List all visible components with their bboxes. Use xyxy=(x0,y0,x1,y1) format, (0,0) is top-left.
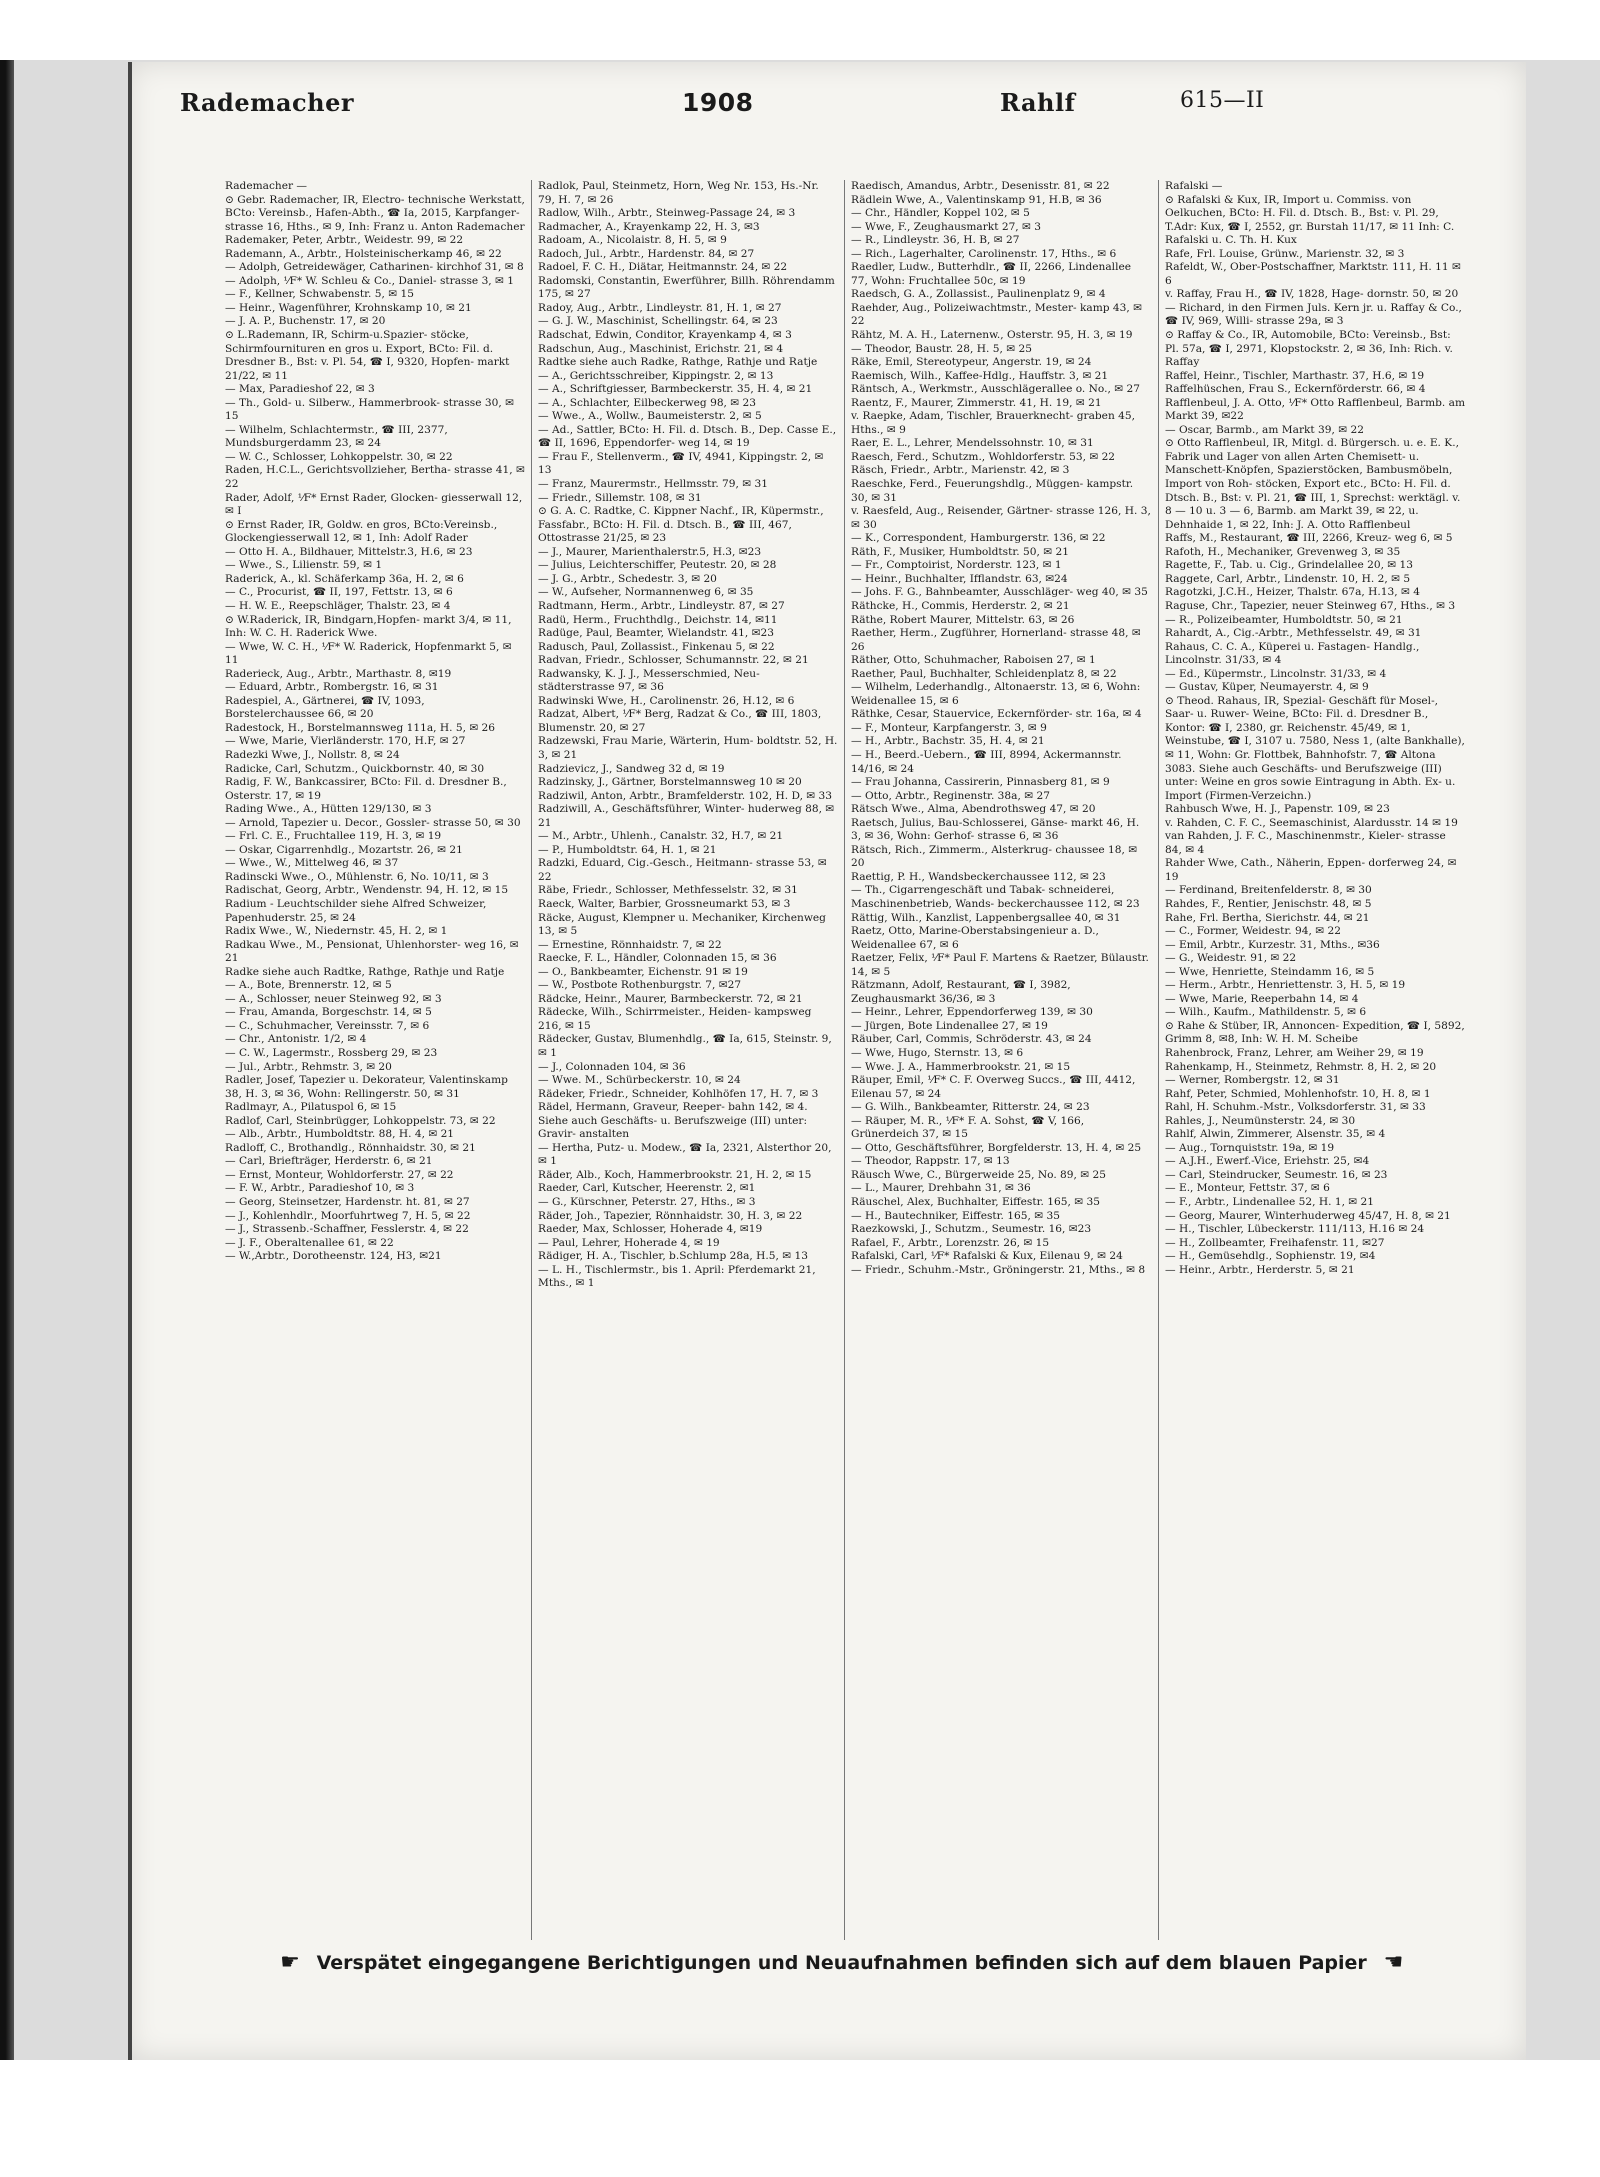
directory-entry: — Frau F., Stellenverm., ☎ IV, 4941, Kippingstr. 2, ✉ 13 xyxy=(538,450,824,477)
directory-entry: Rahe, Frl. Bertha, Sierichstr. 44, ✉ 21 xyxy=(1165,911,1370,924)
directory-entry: — C., Schuhmacher, Vereinsstr. 7, ✉ 6 xyxy=(225,1019,430,1032)
directory-entry: Radzki, Eduard, Cig.-Gesch., Heitmann- strasse 53, ✉ 22 xyxy=(538,857,827,883)
directory-entry: — J. F., Oberaltenallee 61, ✉ 22 xyxy=(225,1236,394,1249)
directory-entry: — C., Former, Weidestr. 94, ✉ 22 xyxy=(1165,925,1341,938)
directory-entry: Rafeldt, W., Ober-Postschaffner, Marktstr. 111, H. 11 ✉ 6 xyxy=(1165,261,1461,287)
directory-entry: — W.,Arbtr., Dorotheenstr. 124, H3, ✉21 xyxy=(225,1250,442,1263)
directory-entry: — Adolph, Getreidewäger, Catharinen- kirchhof 31, ✉ 8 xyxy=(225,261,524,274)
directory-entry: Raffel, Heinr., Tischler, Marthastr. 37, H.6, ✉ 19 xyxy=(1165,369,1425,382)
directory-entry: — Frl. C. E., Fruchtallee 119, H. 3, ✉ 19 xyxy=(225,830,442,843)
directory-entry: Raetz, Otto, Marine-Oberstabsingenieur a. D., Weidenallee 67, ✉ 6 xyxy=(851,925,1099,951)
directory-entry: — Ferdinand, Breitenfelderstr. 8, ✉ 30 xyxy=(1165,884,1372,897)
directory-entry: — P., Humboldtstr. 64, H. 1, ✉ 21 xyxy=(538,843,717,856)
directory-entry: — Ed., Küpermstr., Lincolnstr. 31/33, ✉ 4 xyxy=(1165,667,1387,680)
directory-entry: Rädcke, Heinr., Maurer, Barmbeckerstr. 72, ✉ 21 xyxy=(538,992,803,1005)
directory-entry: Raderieck, Aug., Arbtr., Marthastr. 8, ✉19 xyxy=(225,667,452,680)
directory-entry: — Chr., Händler, Koppel 102, ✉ 5 xyxy=(851,207,1030,220)
directory-entry: Radoam, A., Nicolaistr. 8, H. 5, ✉ 9 xyxy=(538,234,727,247)
column-3 xyxy=(851,180,1151,1940)
directory-entry: — F., Monteur, Karpfangerstr. 3, ✉ 9 xyxy=(851,721,1047,734)
directory-entry: Radzat, Albert, ⅟F* Berg, Radzat & Co., ☎ III, 1803, Blumenstr. 20, ✉ 27 xyxy=(538,708,822,734)
directory-entry: Rähtz, M. A. H., Laternenw., Osterstr. 95, H. 3, ✉ 19 xyxy=(851,329,1133,342)
directory-entry: Radlof, Carl, Steinbrügger, Lohkoppelstr. 73, ✉ 22 xyxy=(225,1114,496,1127)
directory-entry: Rätzmann, Adolf, Restaurant, ☎ I, 3982, Zeughausmarkt 36/36, ✉ 3 xyxy=(851,979,1071,1005)
directory-entry: — W., Aufseher, Normannenweg 6, ✉ 35 xyxy=(538,586,754,599)
directory-entry: Räder, Joh., Tapezier, Rönnhaidstr. 30, H. 3, ✉ 22 xyxy=(538,1209,803,1222)
directory-entry: Radü, Herm., Fruchthdlg., Deichstr. 14, ✉11 xyxy=(538,613,778,626)
directory-entry: Rahardt, A., Cig.-Arbtr., Methfesselstr. 49, ✉ 31 xyxy=(1165,627,1422,640)
directory-entry: Rahenbrock, Franz, Lehrer, am Weiher 29, ✉ 19 xyxy=(1165,1047,1424,1059)
directory-entry: Radestock, H., Borstelmannsweg 111a, H. 5, ✉ 26 xyxy=(225,721,496,734)
directory-entry: — Heinr., Buchhalter, Ifflandstr. 63, ✉24 xyxy=(851,572,1068,585)
directory-entry: Rahaus, C. C. A., Küperei u. Fastagen- Handlg., Lincolnstr. 31/33, ✉ 4 xyxy=(1165,640,1420,667)
directory-entry: — Friedr., Schuhm.-Mstr., Gröningerstr. 21, Mths., ✉ 8 xyxy=(851,1263,1146,1276)
directory-entry: — Otto, Arbtr., Reginenstr. 38a, ✉ 27 xyxy=(851,789,1050,802)
directory-entry: — Heinr., Lehrer, Eppendorferweg 139, ✉ 30 xyxy=(851,1006,1093,1019)
directory-entry: — Ad., Sattler, BCto: H. Fil. d. Dtsch. B., Dep. Casse E., ☎ II, 1696, Eppendorfer- weg 14, ✉ 19 xyxy=(538,423,837,450)
directory-entry: Radischat, Georg, Arbtr., Wendenstr. 94, H. 12, ✉ 15 xyxy=(225,884,509,897)
directory-entry: Radlmayr, A., Pilatuspol 6, ✉ 15 xyxy=(225,1101,397,1114)
directory-entry: Raether, Herm., Zugführer, Hornerland- strasse 48, ✉ 26 xyxy=(851,627,1141,653)
directory-entry: — Paul, Lehrer, Hoherade 4, ✉ 19 xyxy=(538,1236,720,1249)
directory-entry: van Rahden, J. F. C., Maschinenmstr., Kieler- strasse 84, ✉ 4 xyxy=(1165,830,1446,856)
directory-entry: — H., Zollbeamter, Freihafenstr. 11, ✉27 xyxy=(1165,1236,1385,1249)
directory-entry: — Werner, Rombergstr. 12, ✉ 31 xyxy=(1165,1074,1340,1087)
directory-entry: Räcke, August, Klempner u. Mechaniker, Kirchenweg 13, ✉ 5 xyxy=(538,911,826,938)
column-1 xyxy=(225,180,525,1940)
directory-entry: ⊙ G. A. C. Radtke, C. Kippner Nachf., IR, Küpermstr., Fassfabr., BCto: H. Fil. d. Dtsch. B., ☎ III, 467, Ottostrasse 21/25, ✉ 23 xyxy=(538,505,824,545)
directory-entry: Rader, Adolf, ⅟F* Ernst Rader, Glocken- giesserwall 12, ✉ I xyxy=(225,491,523,518)
directory-entry: — O., Bankbeamter, Eichenstr. 91 ✉ 19 xyxy=(538,965,748,978)
directory-entry: Ragette, F., Tab. u. Cig., Grindelallee 20, ✉ 13 xyxy=(1165,559,1414,572)
directory-entry: Radig, F. W., Bankcassirer, BCto: Fil. d. Dresdner B., Osterstr. 17, ✉ 19 xyxy=(225,776,507,802)
directory-entry: — Wilh., Kaufm., Mathildenstr. 5, ✉ 6 xyxy=(1165,1006,1367,1019)
directory-entry: Radium - Leuchtschilder siehe Alfred Schweizer, Papenhuderstr. 25, ✉ 24 xyxy=(225,897,487,924)
directory-entry: Räsch, Friedr., Arbtr., Marienstr. 42, ✉ 3 xyxy=(851,464,1070,477)
directory-entry: — F., Kellner, Schwabenstr. 5, ✉ 15 xyxy=(225,288,414,301)
directory-entry: Radschun, Aug., Maschinist, Erichstr. 21, ✉ 4 xyxy=(538,342,784,355)
directory-entry: Radüge, Paul, Beamter, Wielandstr. 41, ✉23 xyxy=(538,627,774,640)
directory-entry: — J. G., Arbtr., Schedestr. 3, ✉ 20 xyxy=(538,572,717,585)
directory-entry: — Georg, Maurer, Winterhuderweg 45/47, H. 8, ✉ 21 xyxy=(1165,1209,1451,1222)
directory-entry: — Richard, in den Firmen Juls. Kern jr. u. Raffay & Co., ☎ IV, 969, Willi- strasse 29a, ✉ 3 xyxy=(1165,301,1462,328)
directory-entry: — Carl, Briefträger, Herderstr. 6, ✉ 21 xyxy=(225,1155,433,1168)
column-divider xyxy=(1158,180,1159,1940)
directory-entry: — Alb., Arbtr., Humboldtstr. 88, H. 4, ✉ 21 xyxy=(225,1128,455,1141)
directory-entry: — J. A. P., Buchenstr. 17, ✉ 20 xyxy=(225,315,386,328)
directory-entry: Radke siehe auch Radtke, Rathge, Rathje und Ratje xyxy=(225,965,505,978)
directory-entry: Rahles, J., Neumünsterstr. 24, ✉ 30 xyxy=(1165,1114,1356,1127)
directory-entry: — Wwe, W. C. H., ⅟F* W. Raderick, Hopfenmarkt 5, ✉ 11 xyxy=(225,640,512,667)
directory-entry: Raesch, Ferd., Schutzm., Wohldorferstr. 53, ✉ 22 xyxy=(851,450,1116,463)
directory-entry: Radespiel, A., Gärtnerei, ☎ IV, 1093, Borstelerchaussee 66, ✉ 20 xyxy=(225,694,425,721)
directory-entry: — Theodor, Rappstr. 17, ✉ 13 xyxy=(851,1155,1010,1168)
directory-entry: — A., Bote, Brennerstr. 12, ✉ 5 xyxy=(225,979,392,992)
directory-entry: Rätsch Wwe., Alma, Abendrothsweg 47, ✉ 20 xyxy=(851,803,1096,816)
directory-entry: — G. J. W., Maschinist, Schellingstr. 64, ✉ 23 xyxy=(538,315,778,328)
directory-entry: — J., Maurer, Marienthalerstr.5, H.3, ✉23 xyxy=(538,545,762,558)
directory-entry: — A., Schlachter, Eilbeckerweg 98, ✉ 23 xyxy=(538,396,757,409)
directory-entry: — G. Wilh., Bankbeamter, Ritterstr. 24, ✉ 23 xyxy=(851,1101,1090,1114)
directory-entry: — Johs. F. G., Bahnbeamter, Ausschläger- weg 40, ✉ 35 xyxy=(851,586,1148,599)
directory-entry: — Wwe. J. A., Hammerbrookstr. 21, ✉ 15 xyxy=(851,1060,1071,1073)
directory-entry: v. Raesfeld, Aug., Reisender, Gärtner- strasse 126, H. 3, ✉ 30 xyxy=(851,505,1151,531)
directory-entry: Rahenkamp, H., Steinmetz, Rehmstr. 8, H. 2, ✉ 20 xyxy=(1165,1060,1437,1073)
directory-entry: — K., Correspondent, Hamburgerstr. 136, ✉ 22 xyxy=(851,532,1106,545)
directory-entry: Räuber, Carl, Commis, Schröderstr. 43, ✉ 24 xyxy=(851,1033,1092,1046)
directory-entry: Radler, Josef, Tapezier u. Dekorateur, Valentinskamp 38, H. 3, ✉ 36, Wohn: Rellingerstr. 50, ✉ 31 xyxy=(225,1074,508,1100)
directory-entry: Räther, Otto, Schuhmacher, Raboisen 27, ✉ 1 xyxy=(851,654,1096,667)
directory-entry: — Arnold, Tapezier u. Decor., Gossler- strasse 50, ✉ 30 xyxy=(225,816,521,829)
directory-entry: Räuschel, Alex, Buchhalter, Eiffestr. 165, ✉ 35 xyxy=(851,1196,1100,1209)
column-divider xyxy=(844,180,845,1940)
directory-entry: Radwinski Wwe, H., Carolinenstr. 26, H.12, ✉ 6 xyxy=(538,694,795,707)
directory-entry: Räthke, Cesar, Stauervice, Eckernförder- str. 16a, ✉ 4 xyxy=(851,708,1142,721)
directory-entry: — Eduard, Arbtr., Rombergstr. 16, ✉ 31 xyxy=(225,681,439,694)
directory-entry: Rading Wwe., A., Hütten 129/130, ✉ 3 xyxy=(225,803,432,816)
directory-entry: — Georg, Steinsetzer, Hardenstr. ht. 81, ✉ 27 xyxy=(225,1196,470,1209)
directory-entry: Ragotzki, J.C.H., Heizer, Thalstr. 67a, H.13, ✉ 4 xyxy=(1165,586,1420,599)
directory-entry: Raettig, P. H., Wandsbeckerchaussee 112, ✉ 23 xyxy=(851,870,1106,883)
directory-entry: — H., Gemüsehdlg., Sophienstr. 19, ✉4 xyxy=(1165,1250,1376,1263)
directory-entry: — H. W. E., Reepschläger, Thalstr. 23, ✉ 4 xyxy=(225,599,451,612)
directory-entry: — Ernst, Monteur, Wohldorferstr. 27, ✉ 22 xyxy=(225,1168,454,1181)
directory-entry: — Wwe. M., Schürbeckerstr. 10, ✉ 24 xyxy=(538,1074,741,1087)
directory-entry: Rafoth, H., Mechaniker, Grevenweg 3, ✉ 35 xyxy=(1165,545,1401,558)
directory-entry: Raehder, Aug., Polizeiwachtmstr., Mester- kamp 43, ✉ 22 xyxy=(851,301,1143,328)
directory-entry: — Chr., Antonistr. 1/2, ✉ 4 xyxy=(225,1033,367,1046)
directory-entry: Raetsch, Julius, Bau-Schlosserei, Gänse- markt 46, H. 3, ✉ 36, Wohn: Gerhof- strasse 6, ✉ 36 xyxy=(851,816,1140,843)
directory-entry: — C., Procurist, ☎ II, 197, Fettstr. 13, ✉ 6 xyxy=(225,586,453,599)
directory-entry: — Wwe, Marie, Vierländerstr. 170, H.F, ✉ 27 xyxy=(225,735,466,748)
directory-entry: — Jürgen, Bote Lindenallee 27, ✉ 19 xyxy=(851,1019,1048,1032)
directory-entry: Rademacher — xyxy=(225,180,307,192)
directory-entry: Rahder Wwe, Cath., Näherin, Eppen- dorferweg 24, ✉ 19 xyxy=(1165,857,1457,883)
directory-entry: Radloff, C., Brothandlg., Rönnhaidstr. 30, ✉ 21 xyxy=(225,1141,476,1154)
directory-entry: — Otto H. A., Bildhauer, Mittelstr.3, H.6, ✉ 23 xyxy=(225,545,473,558)
directory-entry: Radzievicz, J., Sandweg 32 d, ✉ 19 xyxy=(538,762,725,775)
directory-entry: — Rich., Lagerhalter, Carolinenstr. 17, Hths., ✉ 6 xyxy=(851,247,1117,260)
directory-entry: Raetzer, Felix, ⅟F* Paul F. Martens & Raetzer, Bülaustr. 14, ✉ 5 xyxy=(851,952,1149,978)
directory-entry: — F., Arbtr., Lindenallee 52, H. 1, ✉ 21 xyxy=(1165,1196,1375,1209)
directory-entry: Räthcke, H., Commis, Herderstr. 2, ✉ 21 xyxy=(851,599,1070,612)
directory-entry: Radlok, Paul, Steinmetz, Horn, Weg Nr. 153, Hs.-Nr. 79, H. 7, ✉ 26 xyxy=(538,180,819,206)
directory-entry: Raeder, Carl, Kutscher, Heerenstr. 2, ✉1 xyxy=(538,1182,756,1195)
directory-entry: Rahbusch Wwe, H. J., Papenstr. 109, ✉ 23 xyxy=(1165,803,1390,816)
directory-entry: Rafe, Frl. Louise, Grünw., Marienstr. 32, ✉ 3 xyxy=(1165,247,1405,260)
directory-entry: — Max, Paradieshof 22, ✉ 3 xyxy=(225,383,375,396)
directory-entry: — A., Gerichtsschreiber, Kippingstr. 2, ✉ 13 xyxy=(538,369,774,382)
directory-entry: ⊙ Gebr. Rademacher, IR, Electro- technische Werkstatt, BCto: Vereinsb., Hafen-Abth., ☎ Ia, 2015, Karpfanger- strasse 16, Hths., ✉ 9, Inh: Franz u. Anton Rademacher xyxy=(225,193,525,233)
directory-entry: Raedisch, Amandus, Arbtr., Desenisstr. 81, ✉ 22 xyxy=(851,180,1110,192)
directory-entry: — Wwe., A., Wollw., Baumeisterstr. 2, ✉ 5 xyxy=(538,410,762,423)
directory-entry: — Theodor, Baustr. 28, H. 5, ✉ 25 xyxy=(851,342,1032,355)
column-4 xyxy=(1165,180,1465,1940)
directory-entry: Raden, H.C.L., Gerichtsvollzieher, Bertha- strasse 41, ✉ 22 xyxy=(225,464,525,491)
directory-entry: Radwansky, K. J. J., Messerschmied, Neu- städterstrasse 97, ✉ 36 xyxy=(538,667,760,694)
directory-entry: Radoel, F. C. H., Diätar, Heitmannstr. 24, ✉ 22 xyxy=(538,261,788,274)
directory-entry: — J., Kohlenhdlr., Moorfuhrtweg 7, H. 5, ✉ 22 xyxy=(225,1209,471,1222)
directory-entry: Raguse, Chr., Tapezier, neuer Steinweg 67, Hths., ✉ 3 xyxy=(1165,599,1456,612)
directory-entry: Radtmann, Herm., Arbtr., Lindleystr. 87, ✉ 27 xyxy=(538,599,785,612)
directory-entry: — A.J.H., Ewerf.-Vice, Eriehstr. 25, ✉4 xyxy=(1165,1155,1370,1168)
directory-entry: — L. H., Tischlermstr., bis 1. April: Pferdemarkt 21, Mths., ✉ 1 xyxy=(538,1263,816,1290)
directory-entry: Raether, Paul, Buchhalter, Schleidenplatz 8, ✉ 22 xyxy=(851,667,1117,680)
directory-entry: Radvan, Friedr., Schlosser, Schumannstr. 22, ✉ 21 xyxy=(538,654,809,667)
directory-entry: — Wilhelm, Schlachtermstr., ☎ III, 2377, Mundsburgerdamm 23, ✉ 24 xyxy=(225,423,448,450)
column-2 xyxy=(538,180,838,1940)
directory-entry: — W., Postbote Rothenburgstr. 7, ✉27 xyxy=(538,979,742,992)
directory-entry: — Fr., Comptoirist, Norderstr. 123, ✉ 1 xyxy=(851,559,1062,572)
directory-entry: ⊙ L.Rademann, IR, Schirm-u.Spazier- stöcke, Schirmfournituren en gros u. Export, BCto: Fil. d. Dresdner B., Bst: v. Pl. 54, ☎ I, 9320, Hopfen- markt 21/22, ✉ 11 xyxy=(225,329,510,382)
directory-entry: Raeder, Max, Schlosser, Hoherade 4, ✉19 xyxy=(538,1223,763,1236)
directory-entry: — G., Weidestr. 91, ✉ 22 xyxy=(1165,952,1297,965)
directory-entry: Räuper, Emil, ⅟F* C. F. Overweg Succs., ☎ III, 4412, Eilenau 57, ✉ 24 xyxy=(851,1074,1136,1100)
directory-entry: Rafael, F., Arbtr., Lorenzstr. 26, ✉ 15 xyxy=(851,1236,1050,1249)
column-divider xyxy=(531,180,532,1940)
directory-entry: Rademaker, Peter, Arbtr., Weidestr. 99, ✉ 22 xyxy=(225,234,464,247)
directory-entry: Rademann, A., Arbtr., Holsteinischerkamp 46, ✉ 22 xyxy=(225,247,502,260)
directory-entry: ⊙ Otto Rafflenbeul, IR, Mitgl. d. Bürgersch. u. e. E. K., Fabrik und Lager von allen Arten Chemisett- u. Manschett-Knöpfen, Spazierstöcken, Bambusmöbeln, Import von Roh- stöcken, Export etc., BCto: H. Fil. d. Dtsch. B., Bst: v. Pl. 21, ☎ III, 1, Sprechst: werktägl. v. 8 — 10 u. 3 — 6, Barmb. am Markt 39, ✉ 22, u. Dehnhaide 1, ✉ 22, Inh: J. A. Otto Rafflenbeul xyxy=(1165,437,1461,531)
directory-entry: Rädecke, Wilh., Schirrmeister., Heiden- kampsweg 216, ✉ 15 xyxy=(538,1006,812,1032)
directory-entry: — J., Colonnaden 104, ✉ 36 xyxy=(538,1060,686,1073)
directory-entry: Radix Wwe., W., Niedernstr. 45, H. 2, ✉ 1 xyxy=(225,925,448,938)
pointing-hand-left-icon: ☚ xyxy=(1383,1950,1404,1975)
directory-entry: Rahdes, F., Rentier, Jenischstr. 48, ✉ 5 xyxy=(1165,897,1372,910)
directory-entry: Radinscki Wwe., O., Mühlenstr. 6, No. 10/11, ✉ 3 xyxy=(225,870,489,883)
directory-entry: Rahf, Peter, Schmied, Mohlenhofstr. 10, H. 8, ✉ 1 xyxy=(1165,1087,1431,1100)
directory-entry: — M., Arbtr., Uhlenh., Canalstr. 32, H.7, ✉ 21 xyxy=(538,830,784,843)
directory-entry: v. Raepke, Adam, Tischler, Brauerknecht- graben 45, Hths., ✉ 9 xyxy=(851,410,1135,436)
directory-entry: — W. C., Schlosser, Lohkoppelstr. 30, ✉ 22 xyxy=(225,450,453,463)
directory-entry: Rädiger, H. A., Tischler, b.Schlump 28a, H.5, ✉ 13 xyxy=(538,1250,808,1263)
directory-entry: Rahl, H. Schuhm.-Mstr., Volksdorferstr. 31, ✉ 33 xyxy=(1165,1101,1426,1114)
directory-entry: Radzewski, Frau Marie, Wärterin, Hum- boldtstr. 52, H. 3, ✉ 21 xyxy=(538,735,838,761)
directory-entry: — R., Polizeibeamter, Humboldtstr. 50, ✉ 21 xyxy=(1165,613,1403,626)
directory-entry: — Th., Cigarrengeschäft und Tabak- schneiderei, Maschinenbetrieb, Wands- beckerchaussee 112, ✉ 23 xyxy=(851,884,1140,910)
directory-entry: ⊙ Theod. Rahaus, IR, Spezial- Geschäft für Mosel-, Saar- u. Ruwer- Weine, BCto: Fil. d. Dresdner B., Kontor: ☎ I, 2380, gr. Reichenstr. 45/49, ✉ 1, Weinstube, ☎ I, 3107 u. 7580, Ness 1, (alte Bankhalle), ✉ 11, Wohn: Gr. Flottbek, Bahnhofstr. 7, ☎ Altona 3083. Siehe auch Geschäfts- und Berufszweige (III) unter: Weine en gros sowie Eintragung in Abth. Ex- u. Import (Firmen-Verzeichn.) xyxy=(1165,694,1465,802)
directory-columns xyxy=(225,180,1485,1940)
directory-entry: — Frau, Amanda, Borgeschstr. 14, ✉ 5 xyxy=(225,1006,432,1019)
directory-entry: Räusch Wwe, C., Bürgerweide 25, No. 89, ✉ 25 xyxy=(851,1168,1106,1181)
directory-entry: Radschat, Edwin, Conditor, Krayenkamp 4, ✉ 3 xyxy=(538,329,792,342)
directory-entry: Radicke, Carl, Schutzm., Quickbornstr. 40, ✉ 30 xyxy=(225,762,485,775)
directory-entry: Radziwill, A., Geschäftsführer, Winter- huderweg 88, ✉ 21 xyxy=(538,803,835,829)
directory-entry: Räder, Alb., Koch, Hammerbrookstr. 21, H. 2, ✉ 15 xyxy=(538,1168,812,1181)
directory-entry: — Hertha, Putz- u. Modew., ☎ Ia, 2321, Alsterthor 20, ✉ 1 xyxy=(538,1141,832,1168)
directory-entry: Raedler, Ludw., Butterhdlr., ☎ II, 2266, Lindenallee 77, Wohn: Fruchtallee 50c, ✉ 19 xyxy=(851,261,1131,287)
directory-entry: — Otto, Geschäftsführer, Borgfelderstr. 13, H. 4, ✉ 25 xyxy=(851,1141,1142,1154)
directory-entry: Raeck, Walter, Barbier, Grossneumarkt 53, ✉ 3 xyxy=(538,897,791,910)
directory-entry: Radmacher, A., Krayenkamp 22, H. 3, ✉3 xyxy=(538,220,760,233)
directory-entry: — R., Lindleystr. 36, H. B, ✉ 27 xyxy=(851,234,1020,247)
directory-entry: — Wilhelm, Lederhandlg., Altonaerstr. 13, ✉ 6, Wohn: Weidenallee 15, ✉ 6 xyxy=(851,681,1141,707)
pointing-hand-right-icon: ☛ xyxy=(280,1950,300,1975)
directory-entry: — Aug., Tornquiststr. 19a, ✉ 19 xyxy=(1165,1141,1335,1154)
directory-entry: — Friedr., Sillemstr. 108, ✉ 31 xyxy=(538,491,702,504)
footer-text: Verspätet eingegangene Berichtigungen und Neuaufnahmen befinden sich auf dem blauen Papier xyxy=(316,1952,1367,1974)
directory-entry: — Jul., Arbtr., Rehmstr. 3, ✉ 20 xyxy=(225,1060,392,1073)
directory-entry: — Wwe, Hugo, Sternstr. 13, ✉ 6 xyxy=(851,1047,1024,1059)
directory-entry: Räke, Emil, Stereotypeur, Angerstr. 19, ✉ 24 xyxy=(851,356,1092,369)
header-page-number: 615—II xyxy=(1180,88,1265,113)
page-left-rule xyxy=(128,62,132,2060)
directory-entry: — C. W., Lagermstr., Rossberg 29, ✉ 23 xyxy=(225,1047,438,1059)
directory-entry: Räth, F., Musiker, Humboldtstr. 50, ✉ 21 xyxy=(851,545,1069,558)
directory-entry: — Heinr., Arbtr., Herderstr. 5, ✉ 21 xyxy=(1165,1263,1355,1276)
directory-entry: ⊙ W.Raderick, IR, Bindgarn,Hopfen- markt 3/4, ✉ 11, Inh: W. C. H. Raderick Wwe. xyxy=(225,613,512,640)
directory-entry: — Wwe, Marie, Reeperbahn 14, ✉ 4 xyxy=(1165,992,1359,1005)
directory-entry: Räntsch, A., Werkmstr., Ausschlägerallee o. No., ✉ 27 xyxy=(851,383,1140,396)
directory-entry: — Frau Johanna, Cassirerin, Pinnasberg 81, ✉ 9 xyxy=(851,776,1110,789)
directory-entry: Rädel, Hermann, Graveur, Reeper- bahn 142, ✉ 4. Siehe auch Geschäfts- u. Berufszweige (III) unter: Gravir- anstalten xyxy=(538,1101,808,1141)
directory-entry: — Franz, Maurermstr., Hellmsstr. 79, ✉ 31 xyxy=(538,478,768,491)
directory-entry: Räthe, Robert Maurer, Mittelstr. 63, ✉ 26 xyxy=(851,613,1075,626)
directory-entry: — Gustav, Küper, Neumayerstr. 4, ✉ 9 xyxy=(1165,681,1369,694)
directory-entry: — A., Schlosser, neuer Steinweg 92, ✉ 3 xyxy=(225,992,442,1005)
directory-entry: Raffelhüschen, Frau S., Eckernförderstr. 66, ✉ 4 xyxy=(1165,383,1426,396)
directory-entry: Rädeker, Friedr., Schneider, Kohlhöfen 17, H. 7, ✉ 3 xyxy=(538,1087,819,1100)
directory-entry: Radusch, Paul, Zollassist., Finkenau 5, ✉ 22 xyxy=(538,640,775,653)
directory-entry: — Ernestine, Rönnhaidstr. 7, ✉ 22 xyxy=(538,938,722,951)
header-first-name: Rademacher xyxy=(180,88,355,117)
directory-entry: — Th., Gold- u. Silberw., Hammerbrook- strasse 30, ✉ 15 xyxy=(225,396,514,423)
directory-entry: Raffs, M., Restaurant, ☎ III, 2266, Kreuz- weg 6, ✉ 5 xyxy=(1165,532,1453,545)
directory-entry: — Carl, Steindrucker, Seumestr. 16, ✉ 23 xyxy=(1165,1168,1388,1181)
directory-entry: ⊙ Ernst Rader, IR, Goldw. en gros, BCto:Vereinsb., Glockengiesserwall 12, ✉ 1, Inh: Adolf Rader xyxy=(225,518,498,545)
directory-entry: — Wwe, Henriette, Steindamm 16, ✉ 5 xyxy=(1165,965,1375,978)
directory-entry: — Heinr., Wagenführer, Krohnskamp 10, ✉ 21 xyxy=(225,301,472,314)
directory-entry: — H., Beerd.-Uebern., ☎ III, 8994, Ackermannstr. 14/16, ✉ 24 xyxy=(851,748,1122,775)
directory-entry: Raecke, F. L., Händler, Colonnaden 15, ✉ 36 xyxy=(538,952,777,965)
directory-entry: Radezki Wwe, J., Nollstr. 8, ✉ 24 xyxy=(225,748,400,761)
directory-entry: Raentz, F., Maurer, Zimmerstr. 41, H. 19, ✉ 21 xyxy=(851,396,1102,409)
directory-entry: Radkau Wwe., M., Pensionat, Uhlenhorster- weg 16, ✉ 21 xyxy=(225,938,519,965)
directory-entry: — A., Schriftgiesser, Barmbeckerstr. 35, H. 4, ✉ 21 xyxy=(538,383,813,396)
directory-entry: ⊙ Rahe & Stüber, IR, Annoncen- Expedition, ☎ I, 5892, Grimm 8, ✉8, Inh: W. H. M. Scheibe xyxy=(1165,1019,1465,1046)
directory-entry: Raderick, A., kl. Schäferkamp 36a, H. 2, ✉ 6 xyxy=(225,572,464,585)
directory-entry: — Wwe., W., Mittelweg 46, ✉ 37 xyxy=(225,857,399,870)
directory-entry: — H., Tischler, Lübeckerstr. 111/113, H.16 ✉ 24 xyxy=(1165,1223,1425,1236)
directory-entry: Radziwil, Anton, Arbtr., Bramfelderstr. 102, H. D, ✉ 33 xyxy=(538,789,833,802)
scan-left-edge xyxy=(0,60,14,2060)
directory-entry: Rättig, Wilh., Kanzlist, Lappenbergsallee 40, ✉ 31 xyxy=(851,911,1121,924)
directory-entry: — Oskar, Cigarrenhdlg., Mozartstr. 26, ✉ 21 xyxy=(225,843,463,856)
directory-entry: Rädecker, Gustav, Blumenhdlg., ☎ Ia, 615, Steinstr. 9, ✉ 1 xyxy=(538,1033,832,1059)
directory-entry: — E., Monteur, Fettstr. 37, ✉ 6 xyxy=(1165,1182,1330,1195)
directory-entry: Raggete, Carl, Arbtr., Lindenstr. 10, H. 2, ✉ 5 xyxy=(1165,572,1411,585)
directory-entry: Räbe, Friedr., Schlosser, Methfesselstr. 32, ✉ 31 xyxy=(538,884,798,897)
directory-entry: Rafalski, Carl, ⅟F* Rafalski & Kux, Eilenau 9, ✉ 24 xyxy=(851,1250,1123,1263)
directory-entry: — Oscar, Barmb., am Markt 39, ✉ 22 xyxy=(1165,423,1364,436)
directory-entry: — Herm., Arbtr., Henriettenstr. 3, H. 5, ✉ 19 xyxy=(1165,979,1406,992)
directory-entry: — G., Kürschner, Peterstr. 27, Hths., ✉ 3 xyxy=(538,1196,756,1209)
directory-entry: Rafalski — xyxy=(1165,180,1223,192)
directory-entry: — H., Arbtr., Bachstr. 35, H. 4, ✉ 21 xyxy=(851,735,1045,748)
footer-notice xyxy=(270,1950,1470,1980)
directory-entry: Rädlein Wwe, A., Valentinskamp 91, H.B, ✉ 36 xyxy=(851,193,1102,206)
header-year: 1908 xyxy=(682,88,754,117)
directory-entry: Rafflenbeul, J. A. Otto, ⅟F* Otto Rafflenbeul, Barmb. am Markt 39, ✉22 xyxy=(1165,396,1465,423)
directory-entry: — L., Maurer, Drehbahn 31, ✉ 36 xyxy=(851,1182,1031,1195)
directory-entry: — Emil, Arbtr., Kurzestr. 31, Mths., ✉36 xyxy=(1165,938,1380,951)
directory-entry: — Julius, Leichterschiffer, Peutestr. 20, ✉ 28 xyxy=(538,559,777,572)
directory-entry: — Räuper, M. R., ⅟F* F. A. Sohst, ☎ V, 166, Grünerdeich 37, ✉ 15 xyxy=(851,1114,1085,1141)
directory-entry: — Wwe, F., Zeughausmarkt 27, ✉ 3 xyxy=(851,220,1042,233)
directory-entry: Radtke siehe auch Radke, Rathge, Rathje und Ratje xyxy=(538,356,818,369)
directory-entry: Radoch, Jul., Arbtr., Hardenstr. 84, ✉ 27 xyxy=(538,247,755,260)
directory-entry: — Adolph, ⅟F* W. Schleu & Co., Daniel- strasse 3, ✉ 1 xyxy=(225,274,515,287)
directory-entry: v. Rahden, C. F. C., Seemaschinist, Alardusstr. 14 ✉ 19 xyxy=(1165,816,1458,829)
directory-entry: Raemisch, Wilh., Kaffee-Hdlg., Hauffstr. 3, ✉ 21 xyxy=(851,369,1109,382)
directory-entry: Rahlf, Alwin, Zimmerer, Alsenstr. 35, ✉ 4 xyxy=(1165,1128,1386,1141)
directory-entry: Raezkowski, J., Schutzm., Seumestr. 16, ✉23 xyxy=(851,1223,1092,1236)
header-last-name: Rahlf xyxy=(1000,88,1076,117)
directory-entry: Raer, E. L., Lehrer, Mendelssohnstr. 10, ✉ 31 xyxy=(851,437,1094,450)
directory-entry: Radomski, Constantin, Ewerführer, Billh. Röhrendamm 175, ✉ 27 xyxy=(538,274,835,301)
directory-entry: ⊙ Rafalski & Kux, IR, Import u. Commiss. von Oelkuchen, BCto: H. Fil. d. Dtsch. B., Bst: v. Pl. 29, T.Adr: Kux, ☎ I, 2552, gr. Burstah 11/17, ✉ 11 Inh: C. Rafalski u. C. Th. H. Kux xyxy=(1165,193,1455,247)
directory-entry: — J., Strassenb.-Schaffner, Fesslerstr. 4, ✉ 22 xyxy=(225,1223,469,1236)
directory-entry: — F. W., Arbtr., Paradieshof 10, ✉ 3 xyxy=(225,1182,415,1195)
directory-entry: — H., Bautechniker, Eiffestr. 165, ✉ 35 xyxy=(851,1209,1060,1222)
directory-entry: — Wwe., S., Lilienstr. 59, ✉ 1 xyxy=(225,559,383,572)
directory-entry: ⊙ Raffay & Co., IR, Automobile, BCto: Vereinsb., Bst: Pl. 57a, ☎ I, 2971, Klopstockstr. 2, ✉ 36, Inh: Rich. v. Raffay xyxy=(1165,329,1453,369)
directory-entry: v. Raffay, Frau H., ☎ IV, 1828, Hage- dornstr. 50, ✉ 20 xyxy=(1165,288,1459,301)
directory-entry: Radzinsky, J., Gärtner, Borstelmannsweg 10 ✉ 20 xyxy=(538,776,802,789)
directory-entry: Radlow, Wilh., Arbtr., Steinweg-Passage 24, ✉ 3 xyxy=(538,207,796,220)
directory-entry: Raeschke, Ferd., Feuerungshdlg., Müggen- kampstr. 30, ✉ 31 xyxy=(851,478,1134,504)
directory-entry: Raedsch, G. A., Zollassist., Paulinenplatz 9, ✉ 4 xyxy=(851,288,1106,301)
directory-entry: Rätsch, Rich., Zimmerm., Alsterkrug- chaussee 18, ✉ 20 xyxy=(851,843,1138,870)
page-header xyxy=(100,88,1290,128)
directory-entry: Radoy, Aug., Arbtr., Lindleystr. 81, H. 1, ✉ 27 xyxy=(538,301,782,314)
